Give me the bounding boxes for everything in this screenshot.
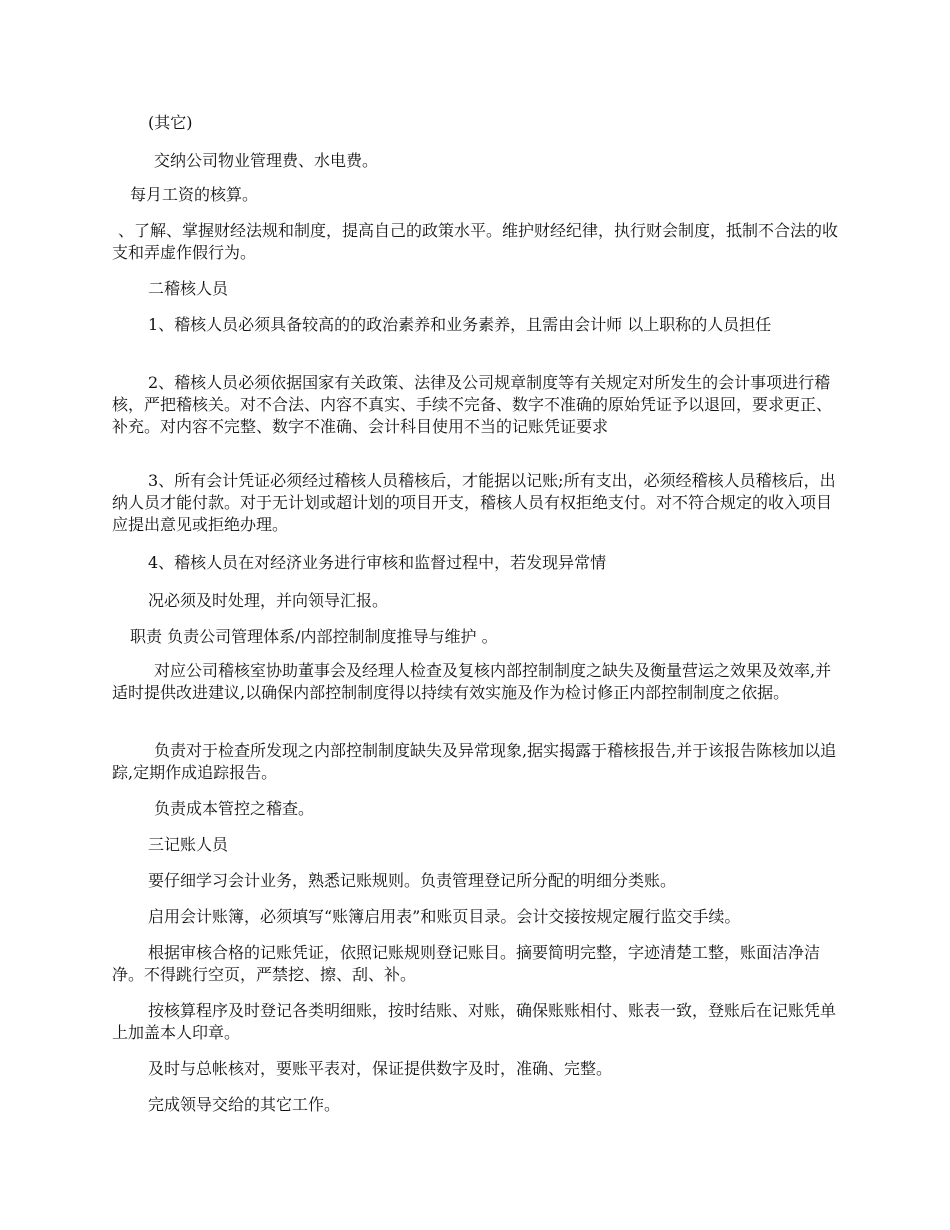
section-heading-bookkeepers: 三记账人员 bbox=[148, 835, 229, 854]
paragraph-internal-control: 对应公司稽核室协助董事会及经理人检查及复核内部控制制度之缺失及衡量营运之效果及效率,并适时提供改进建议,以确保内部控制制度得以持续有效实施及作为检讨修正内部控制制度之依据。 bbox=[112, 661, 832, 702]
paragraph-auditor-rule-3: 3、所有会计凭证必须经过稽核人员稽核后，才能据以记账;所有支出，必须经稽核人员稽核后，出纳人员才能付款。对于无计划或超计划的项目开支，稽核人员有权拒绝支付。对不符合规定的收入项目应提出意见或拒绝办理。 bbox=[112, 471, 836, 534]
paragraph-salary: 每月工资的核算。 bbox=[130, 185, 259, 204]
paragraph-general-ledger: 及时与总帐核对，要账平表对，保证提供数字及时，准确、完整。 bbox=[148, 1059, 613, 1078]
paragraph-auditor-rule-2: 2、稽核人员必须依据国家有关政策、法律及公司规章制度等有关规定对所发生的会计事项进行稽核，严把稽核关。对不合法、内容不真实、手续不完备、数字不准确的原始凭证予以退回，要求更正、补充。对内容不完整、数字不准确、会计科目使用不当的记账凭证要求 bbox=[112, 373, 833, 436]
paragraph-other: (其它) bbox=[148, 113, 193, 132]
paragraph-audit-report: 负责对于检查所发现之内部控制制度缺失及异常现象,据实揭露于稽核报告,并于该报告陈核加以追踪,定期作成追踪报告。 bbox=[112, 741, 837, 782]
section-heading-auditors: 二稽核人员 bbox=[148, 279, 229, 298]
paragraph-auditor-rule-4: 4、稽核人员在对经济业务进行审核和监督过程中，若发现异常情 bbox=[148, 553, 607, 572]
paragraph-auditor-rule-4-cont: 况必须及时处理，并向领导汇报。 bbox=[148, 591, 389, 610]
paragraph-cost-control: 负责成本管控之稽查。 bbox=[154, 799, 315, 818]
paragraph-auditor-rule-1: 1、稽核人员必须具备较高的的政治素养和业务素养，且需由会计师 以上职称的人员担任 bbox=[148, 315, 772, 334]
paragraph-ledger-entries: 根据审核合格的记账凭证，依照记账规则登记账目。摘要简明完整，字迹清楚工整，账面洁净洁净。不得跳行空页，严禁挖、擦、刮、补。 bbox=[112, 943, 821, 984]
paragraph-ledger-open: 启用会计账簿，必须填写“账簿启用表”和账页目录。会计交接按规定履行监交手续。 bbox=[148, 907, 741, 926]
paragraph-bookkeeper-study: 要仔细学习会计业务，熟悉记账规则。负责管理登记所分配的明细分类账。 bbox=[148, 871, 677, 890]
paragraph-other-tasks: 完成领导交给的其它工作。 bbox=[148, 1095, 341, 1114]
paragraph-regulations: 、了解、掌握财经法规和制度，提高自己的政策水平。维护财经纪律，执行财会制度，抵制不合法的收支和弄虚作假行为。 bbox=[112, 221, 839, 262]
paragraph-property-fees: 交纳公司物业管理费、水电费。 bbox=[154, 151, 379, 170]
paragraph-reconcile: 按核算程序及时登记各类明细账，按时结账、对账，确保账账相付、账表一致，登账后在记账凭单上加盖本人印章。 bbox=[112, 1001, 837, 1042]
paragraph-duties: 职责 负责公司管理体系/内部控制制度推导与维护 。 bbox=[130, 627, 498, 646]
